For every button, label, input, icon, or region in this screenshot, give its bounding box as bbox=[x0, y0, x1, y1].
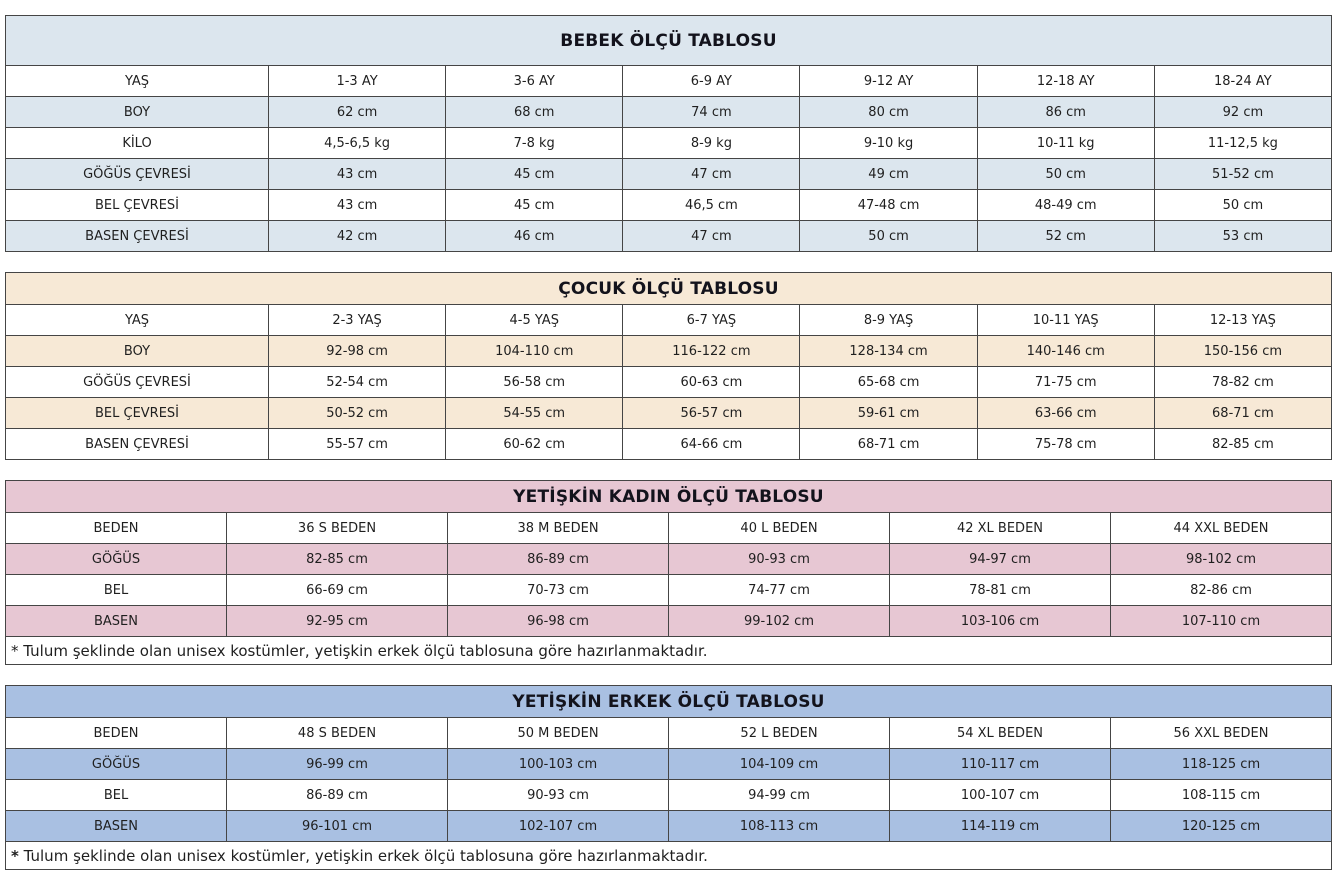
size-cell: 42 cm bbox=[269, 221, 446, 252]
baby-size-table bbox=[5, 15, 1332, 252]
table-row bbox=[6, 97, 1332, 128]
size-cell: 90-93 cm bbox=[448, 780, 669, 811]
size-cell: 90-93 cm bbox=[669, 544, 890, 575]
size-cell: 86-89 cm bbox=[448, 544, 669, 575]
size-cell: 66-69 cm bbox=[227, 575, 448, 606]
adult-men-size-table bbox=[5, 685, 1332, 870]
size-cell: 44 XXL BEDEN bbox=[1111, 513, 1332, 544]
size-cell: 80 cm bbox=[800, 97, 977, 128]
table-row bbox=[6, 128, 1332, 159]
size-cell: 78-82 cm bbox=[1154, 367, 1331, 398]
size-cell: 8-9 kg bbox=[623, 128, 800, 159]
size-cell: 56-57 cm bbox=[623, 398, 800, 429]
size-cell: 140-146 cm bbox=[977, 336, 1154, 367]
size-cell: 94-97 cm bbox=[890, 544, 1111, 575]
size-cell: 96-98 cm bbox=[448, 606, 669, 637]
size-cell: 18-24 AY bbox=[1154, 66, 1331, 97]
row-label: BEDEN bbox=[6, 718, 227, 749]
row-label: BEL ÇEVRESİ bbox=[6, 190, 269, 221]
size-cell: 94-99 cm bbox=[669, 780, 890, 811]
size-cell: 107-110 cm bbox=[1111, 606, 1332, 637]
row-label: BEL bbox=[6, 575, 227, 606]
footnote-marker: * bbox=[11, 641, 19, 660]
size-cell: 36 S BEDEN bbox=[227, 513, 448, 544]
size-cell: 100-103 cm bbox=[448, 749, 669, 780]
size-cell: 52 L BEDEN bbox=[669, 718, 890, 749]
size-cell: 128-134 cm bbox=[800, 336, 977, 367]
size-cell: 47-48 cm bbox=[800, 190, 977, 221]
size-cell: 114-119 cm bbox=[890, 811, 1111, 842]
size-cell: 104-109 cm bbox=[669, 749, 890, 780]
size-cell: 50 cm bbox=[1154, 190, 1331, 221]
row-label: BASEN ÇEVRESİ bbox=[6, 429, 269, 460]
size-cell: 8-9 YAŞ bbox=[800, 305, 977, 336]
footnote-text: Tulum şeklinde olan unisex kostümler, yetişkin erkek ölçü tablosuna göre hazırlanmaktadır. bbox=[18, 641, 708, 660]
size-cell: 43 cm bbox=[269, 190, 446, 221]
table-title: BEBEK ÖLÇÜ TABLOSU bbox=[6, 16, 1332, 66]
row-label: BOY bbox=[6, 336, 269, 367]
size-cell: 47 cm bbox=[623, 221, 800, 252]
size-cell: 3-6 AY bbox=[446, 66, 623, 97]
size-cell: 4,5-6,5 kg bbox=[269, 128, 446, 159]
size-cell: 110-117 cm bbox=[890, 749, 1111, 780]
size-cell: 102-107 cm bbox=[448, 811, 669, 842]
size-cell: 108-115 cm bbox=[1111, 780, 1332, 811]
table-row bbox=[6, 221, 1332, 252]
table-row bbox=[6, 367, 1332, 398]
table-row bbox=[6, 398, 1332, 429]
size-cell: 46 cm bbox=[446, 221, 623, 252]
size-cell: 116-122 cm bbox=[623, 336, 800, 367]
table-row bbox=[6, 749, 1332, 780]
size-cell: 104-110 cm bbox=[446, 336, 623, 367]
size-cell: 74-77 cm bbox=[669, 575, 890, 606]
table-row bbox=[6, 336, 1332, 367]
table-row bbox=[6, 429, 1332, 460]
table-row bbox=[6, 305, 1332, 336]
size-cell: 2-3 YAŞ bbox=[269, 305, 446, 336]
size-cell: 59-61 cm bbox=[800, 398, 977, 429]
row-label: YAŞ bbox=[6, 66, 269, 97]
adult-women-size-table bbox=[5, 480, 1332, 665]
table-row bbox=[6, 780, 1332, 811]
size-cell: 45 cm bbox=[446, 190, 623, 221]
table-row bbox=[6, 513, 1332, 544]
size-cell: 9-12 AY bbox=[800, 66, 977, 97]
size-cell: 46,5 cm bbox=[623, 190, 800, 221]
size-cell: 75-78 cm bbox=[977, 429, 1154, 460]
size-cell: 50 cm bbox=[977, 159, 1154, 190]
size-cell: 50 cm bbox=[800, 221, 977, 252]
size-cell: 4-5 YAŞ bbox=[446, 305, 623, 336]
size-cell: 118-125 cm bbox=[1111, 749, 1332, 780]
size-cell: 82-86 cm bbox=[1111, 575, 1332, 606]
size-cell: 82-85 cm bbox=[1154, 429, 1331, 460]
footnote-text: Tulum şeklinde olan unisex kostümler, yetişkin erkek ölçü tablosuna göre hazırlanmaktadır. bbox=[18, 846, 708, 865]
size-cell: 53 cm bbox=[1154, 221, 1331, 252]
size-cell: 10-11 YAŞ bbox=[977, 305, 1154, 336]
table-title: ÇOCUK ÖLÇÜ TABLOSU bbox=[6, 273, 1332, 305]
row-label: GÖĞÜS bbox=[6, 749, 227, 780]
size-cell: 120-125 cm bbox=[1111, 811, 1332, 842]
size-cell: 12-13 YAŞ bbox=[1154, 305, 1331, 336]
size-cell: 99-102 cm bbox=[669, 606, 890, 637]
size-cell: 51-52 cm bbox=[1154, 159, 1331, 190]
size-cell: 92-98 cm bbox=[269, 336, 446, 367]
row-label: YAŞ bbox=[6, 305, 269, 336]
size-cell: 60-62 cm bbox=[446, 429, 623, 460]
size-cell: 82-85 cm bbox=[227, 544, 448, 575]
size-cell: 98-102 cm bbox=[1111, 544, 1332, 575]
row-label: BOY bbox=[6, 97, 269, 128]
size-cell: 55-57 cm bbox=[269, 429, 446, 460]
size-cell: 68 cm bbox=[446, 97, 623, 128]
size-cell: 38 M BEDEN bbox=[448, 513, 669, 544]
size-cell: 108-113 cm bbox=[669, 811, 890, 842]
table-row bbox=[6, 159, 1332, 190]
child-size-table bbox=[5, 272, 1332, 460]
row-label: BASEN bbox=[6, 606, 227, 637]
size-cell: 56 XXL BEDEN bbox=[1111, 718, 1332, 749]
size-cell: 86-89 cm bbox=[227, 780, 448, 811]
size-cell: 48 S BEDEN bbox=[227, 718, 448, 749]
size-cell: 6-7 YAŞ bbox=[623, 305, 800, 336]
row-label: BASEN ÇEVRESİ bbox=[6, 221, 269, 252]
size-cell: 103-106 cm bbox=[890, 606, 1111, 637]
size-cell: 52-54 cm bbox=[269, 367, 446, 398]
row-label: BASEN bbox=[6, 811, 227, 842]
size-cell: 47 cm bbox=[623, 159, 800, 190]
size-cell: 92-95 cm bbox=[227, 606, 448, 637]
size-cell: 65-68 cm bbox=[800, 367, 977, 398]
table-row bbox=[6, 718, 1332, 749]
size-cell: 50 M BEDEN bbox=[448, 718, 669, 749]
size-cell: 92 cm bbox=[1154, 97, 1331, 128]
table-title: YETİŞKİN ERKEK ÖLÇÜ TABLOSU bbox=[6, 686, 1332, 718]
size-cell: 54 XL BEDEN bbox=[890, 718, 1111, 749]
table-row bbox=[6, 575, 1332, 606]
row-label: GÖĞÜS ÇEVRESİ bbox=[6, 159, 269, 190]
size-cell: 150-156 cm bbox=[1154, 336, 1331, 367]
size-cell: 71-75 cm bbox=[977, 367, 1154, 398]
size-cell: 6-9 AY bbox=[623, 66, 800, 97]
row-label: BEL ÇEVRESİ bbox=[6, 398, 269, 429]
size-cell: 48-49 cm bbox=[977, 190, 1154, 221]
size-cell: 96-101 cm bbox=[227, 811, 448, 842]
row-label: BEDEN bbox=[6, 513, 227, 544]
row-label: KİLO bbox=[6, 128, 269, 159]
size-cell: 49 cm bbox=[800, 159, 977, 190]
size-cell: 50-52 cm bbox=[269, 398, 446, 429]
table-title: YETİŞKİN KADIN ÖLÇÜ TABLOSU bbox=[6, 481, 1332, 513]
size-cell: 63-66 cm bbox=[977, 398, 1154, 429]
size-cell: 86 cm bbox=[977, 97, 1154, 128]
table-row bbox=[6, 544, 1332, 575]
table-row bbox=[6, 190, 1332, 221]
size-cell: 45 cm bbox=[446, 159, 623, 190]
footnote bbox=[6, 842, 1332, 870]
row-label: GÖĞÜS ÇEVRESİ bbox=[6, 367, 269, 398]
size-cell: 68-71 cm bbox=[800, 429, 977, 460]
size-cell: 43 cm bbox=[269, 159, 446, 190]
size-cell: 74 cm bbox=[623, 97, 800, 128]
size-cell: 12-18 AY bbox=[977, 66, 1154, 97]
footnote-marker: * bbox=[11, 846, 19, 865]
table-row bbox=[6, 606, 1332, 637]
row-label: BEL bbox=[6, 780, 227, 811]
size-cell: 54-55 cm bbox=[446, 398, 623, 429]
size-cell: 52 cm bbox=[977, 221, 1154, 252]
size-cell: 100-107 cm bbox=[890, 780, 1111, 811]
size-cell: 64-66 cm bbox=[623, 429, 800, 460]
table-row bbox=[6, 811, 1332, 842]
size-cell: 68-71 cm bbox=[1154, 398, 1331, 429]
size-cell: 42 XL BEDEN bbox=[890, 513, 1111, 544]
size-cell: 7-8 kg bbox=[446, 128, 623, 159]
size-cell: 60-63 cm bbox=[623, 367, 800, 398]
size-cell: 11-12,5 kg bbox=[1154, 128, 1331, 159]
table-row bbox=[6, 66, 1332, 97]
row-label: GÖĞÜS bbox=[6, 544, 227, 575]
size-cell: 9-10 kg bbox=[800, 128, 977, 159]
size-cell: 62 cm bbox=[269, 97, 446, 128]
size-cell: 70-73 cm bbox=[448, 575, 669, 606]
size-cell: 78-81 cm bbox=[890, 575, 1111, 606]
size-cell: 1-3 AY bbox=[269, 66, 446, 97]
size-cell: 56-58 cm bbox=[446, 367, 623, 398]
size-cell: 40 L BEDEN bbox=[669, 513, 890, 544]
footnote bbox=[6, 637, 1332, 665]
size-cell: 10-11 kg bbox=[977, 128, 1154, 159]
size-cell: 96-99 cm bbox=[227, 749, 448, 780]
